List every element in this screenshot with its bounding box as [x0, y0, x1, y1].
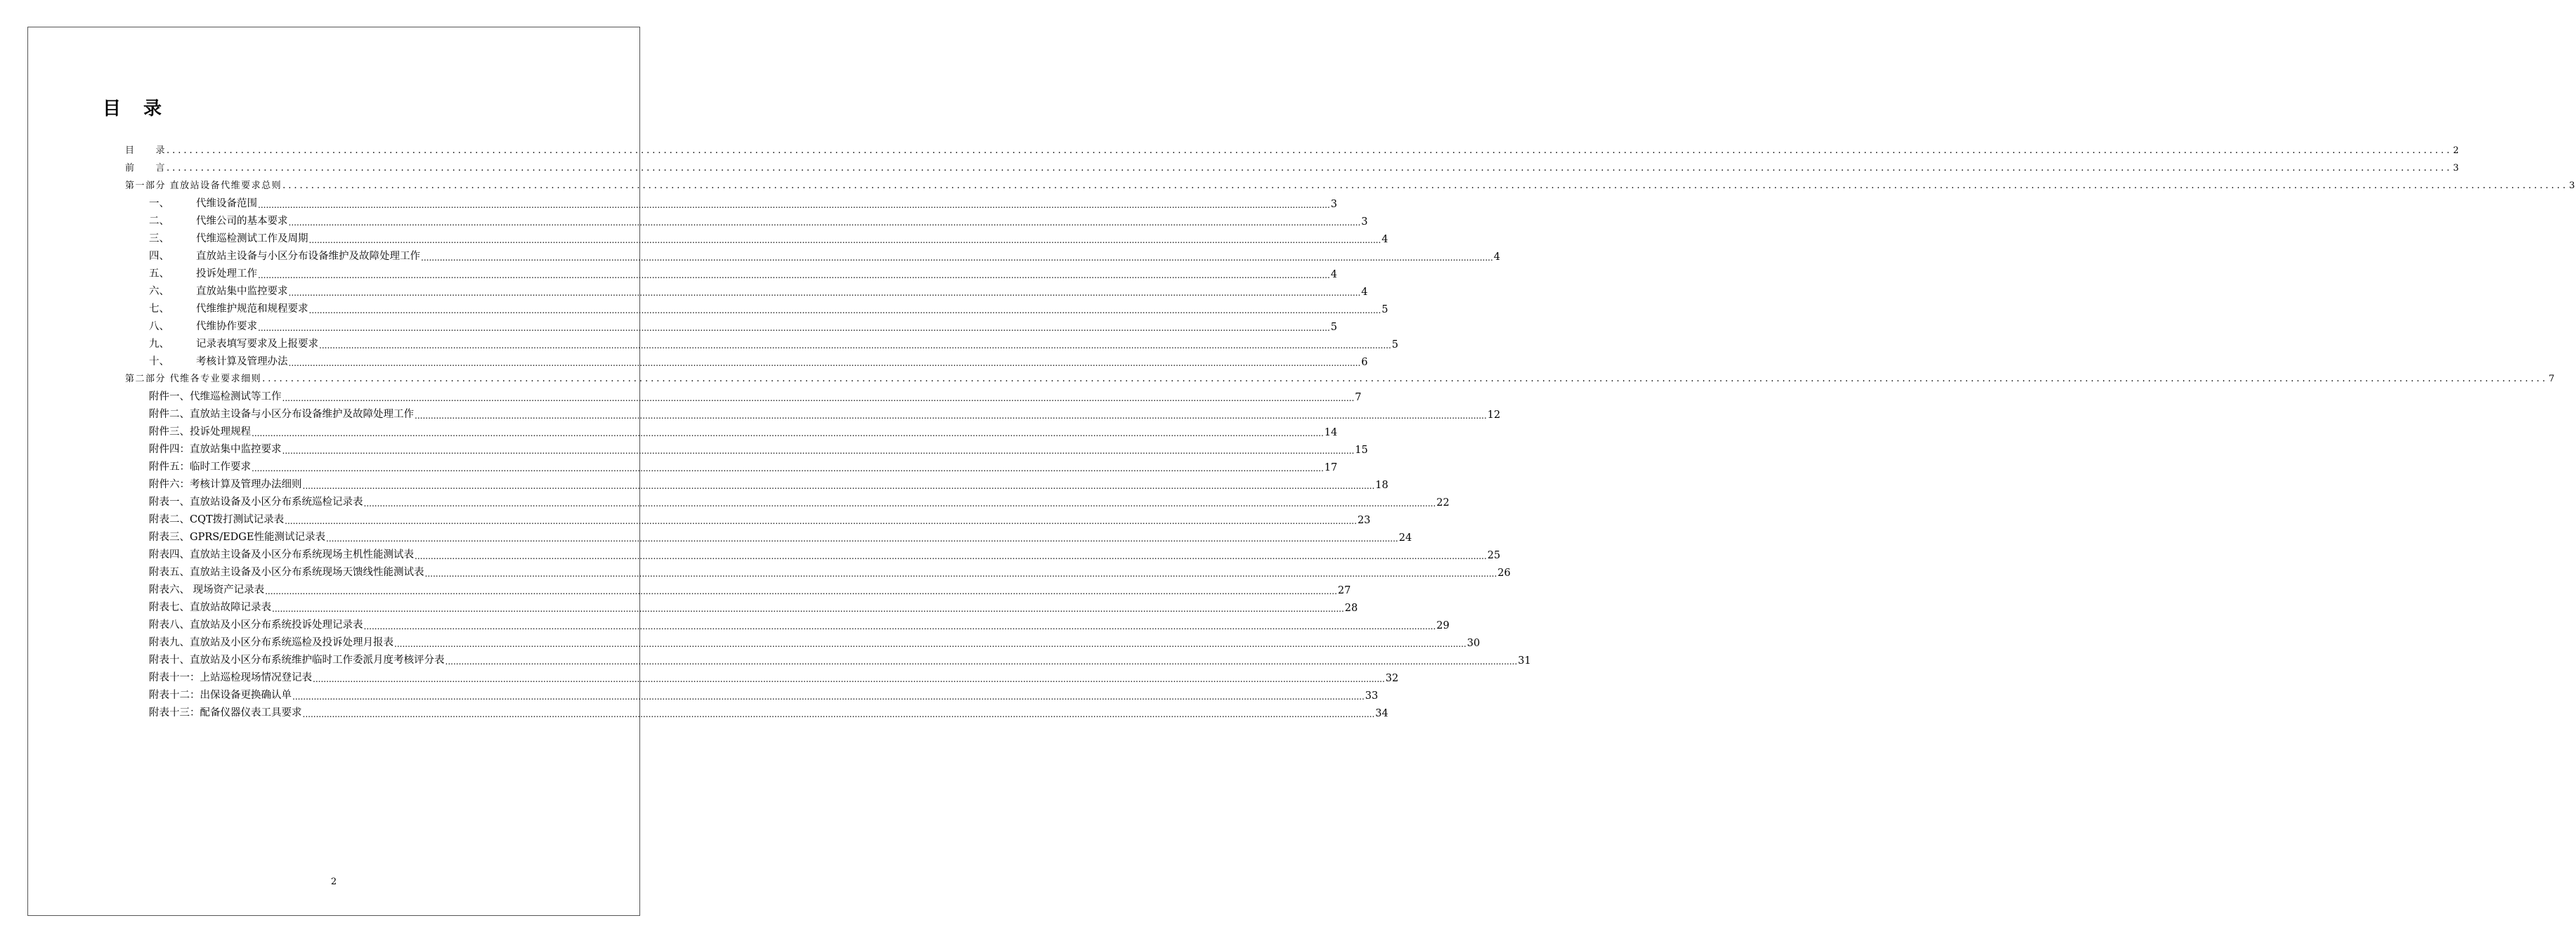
toc-entry-text: 附件五：临时工作要求 [149, 461, 251, 473]
toc-entry[interactable] [125, 178, 2576, 191]
toc-entry-label [149, 582, 264, 596]
toc-entry[interactable] [125, 143, 2460, 156]
toc-entry-text: 前 言 [125, 163, 167, 173]
toc-leader-dots: ................................................................................................................................................................................................................................................................................................................................................................................................................ [282, 181, 2569, 191]
toc-entry-text: 附件一、代维巡检测试等工作 [149, 391, 282, 402]
toc-entry[interactable] [125, 371, 2556, 384]
toc-entry-label [149, 529, 325, 544]
toc-entry-number: 七、 [149, 303, 169, 315]
toc-entry-number: 九、 [149, 339, 169, 350]
toc-entry-page: 4 [1493, 251, 1501, 263]
toc-entry-page: 5 [1330, 322, 1338, 333]
toc-entry-page: 6 [1361, 357, 1368, 368]
toc-leader-dots: ................................................................................................................................................................................................................................................................................................................................................................................................................ [288, 218, 1361, 228]
toc-entry[interactable] [149, 336, 1399, 350]
toc-entry[interactable] [149, 195, 1338, 210]
toc-leader-dots: ................................................................................................................................................................................................................................................................................................................................................................................................................ [308, 306, 1381, 315]
page-number: 2 [330, 877, 337, 887]
toc-entry-label [149, 301, 308, 315]
toc-entry[interactable] [149, 230, 1388, 245]
toc-entry-page: 27 [1337, 585, 1351, 596]
toc-leader-dots: ................................................................................................................................................................................................................................................................................................................................................................................................................ [363, 499, 1436, 509]
toc-entry-text: 附表七、直放站故障记录表 [149, 602, 271, 613]
toc-entry-text: 直放站集中监控要求 [196, 286, 288, 297]
toc-entry-label [149, 230, 308, 245]
toc-entry-page: 14 [1324, 427, 1338, 438]
toc-entry-number: 六、 [149, 286, 169, 297]
toc-leader-dots: ................................................................................................................................................................................................................................................................................................................................................................................................................ [265, 586, 1337, 596]
toc-entry[interactable] [149, 318, 1338, 333]
toc-entry[interactable] [149, 494, 1450, 509]
toc-entry-page: 24 [1398, 532, 1412, 544]
toc-leader-dots: ................................................................................................................................................................................................................................................................................................................................................................................................................ [394, 639, 1466, 649]
toc-entry-text: 投诉处理工作 [196, 268, 257, 280]
toc-entry-page: 3 [1361, 216, 1368, 228]
toc-entry-text: 记录表填写要求及上报要求 [196, 339, 318, 350]
toc-leader-dots: ................................................................................................................................................................................................................................................................................................................................................................................................................ [302, 709, 1375, 719]
toc-entry-label [125, 160, 166, 173]
toc-entry[interactable] [149, 301, 1388, 315]
toc-entry-page: 34 [1375, 708, 1388, 719]
toc-entry[interactable] [149, 687, 1379, 702]
toc-entry-label [149, 494, 363, 509]
toc-entry-page: 17 [1324, 462, 1338, 473]
toc-entry-label [149, 424, 251, 438]
toc-entry-label [149, 476, 302, 491]
toc-entry-page: 23 [1357, 515, 1371, 526]
toc-entry-text: 附表八、直放站及小区分布系统投诉处理记录表 [149, 620, 363, 631]
toc-entry[interactable] [149, 564, 1511, 579]
toc-entry-number: 八、 [149, 321, 169, 332]
toc-leader-dots: ................................................................................................................................................................................................................................................................................................................................................................................................................ [285, 516, 1357, 526]
toc-leader-dots: ................................................................................................................................................................................................................................................................................................................................................................................................................ [424, 569, 1497, 579]
toc-entry-text: 附表十二：出保设备更换确认单 [149, 690, 292, 701]
toc-entry-text: 代维公司的基本要求 [196, 216, 288, 227]
toc-leader-dots: ................................................................................................................................................................................................................................................................................................................................................................................................................ [415, 411, 1487, 421]
toc-entry-text: 目 录 [125, 145, 167, 156]
toc-leader-dots: ................................................................................................................................................................................................................................................................................................................................................................................................................ [282, 393, 1355, 403]
title-part-2: 录 [143, 98, 162, 119]
toc-entry-text: 代维设备范围 [196, 198, 257, 209]
toc-entry-page: 28 [1344, 603, 1358, 614]
toc-entry-page: 3 [2452, 163, 2460, 173]
toc-entry-label [149, 388, 282, 403]
toc-entry-page: 5 [1381, 304, 1388, 315]
toc-entry-label [149, 546, 414, 561]
toc-entry-label [149, 704, 302, 719]
toc-leader-dots: ................................................................................................................................................................................................................................................................................................................................................................................................................ [167, 163, 2452, 173]
toc-entry[interactable] [149, 353, 1368, 368]
toc-leader-dots: ................................................................................................................................................................................................................................................................................................................................................................................................................ [258, 323, 1330, 333]
toc-entry-page: 29 [1436, 620, 1450, 631]
toc-entry-page: 33 [1365, 690, 1379, 702]
toc-leader-dots: ................................................................................................................................................................................................................................................................................................................................................................................................................ [262, 374, 2549, 384]
toc-entry-page: 3 [1330, 199, 1338, 210]
toc-entry[interactable] [149, 546, 1501, 561]
toc-entry-text: 附表六、 现场资产记录表 [149, 584, 265, 596]
toc-entry-text: 第二部分 代维各专业要求细则 [125, 374, 262, 384]
toc-entry-label [149, 687, 292, 702]
toc-entry-label [149, 248, 420, 263]
toc-entry-text: 附表五、直放站主设备及小区分布系统现场天馈线性能测试表 [149, 567, 424, 578]
toc-entry-text: 附表十一：上站巡检现场情况登记表 [149, 672, 312, 683]
toc-entry-text: 附件四：直放站集中监控要求 [149, 444, 282, 455]
toc-entry[interactable] [149, 704, 1388, 719]
title-part-1: 目 [103, 98, 122, 119]
toc-leader-dots: ................................................................................................................................................................................................................................................................................................................................................................................................................ [292, 692, 1365, 702]
toc-entry-label [149, 213, 288, 228]
toc-entry-page: 31 [1518, 655, 1531, 667]
toc-entry-page: 18 [1375, 480, 1388, 491]
toc-entry-page: 32 [1385, 673, 1399, 684]
toc-leader-dots: ................................................................................................................................................................................................................................................................................................................................................................................................................ [421, 253, 1493, 263]
toc-entry-text: 附表十、直放站及小区分布系统维护临时工作委派月度考核评分表 [149, 655, 445, 666]
toc-entry[interactable] [149, 582, 1351, 596]
toc-leader-dots: ................................................................................................................................................................................................................................................................................................................................................................................................................ [252, 464, 1324, 473]
toc-entry-label [125, 143, 166, 156]
toc-leader-dots: ................................................................................................................................................................................................................................................................................................................................................................................................................ [288, 288, 1361, 298]
page-title [103, 94, 162, 120]
toc-entry[interactable] [149, 406, 1501, 421]
toc-entry[interactable] [149, 266, 1338, 280]
toc-entry-label [149, 564, 424, 579]
toc-entry[interactable] [149, 634, 1481, 649]
toc-entry-text: 代维协作要求 [196, 321, 257, 332]
toc-entry-label [149, 459, 251, 473]
toc-leader-dots: ................................................................................................................................................................................................................................................................................................................................................................................................................ [272, 604, 1344, 614]
toc-entry-text: 附表十三：配备仪器仪表工具要求 [149, 707, 302, 719]
toc-entry[interactable] [149, 248, 1501, 263]
toc-entry-number: 三、 [149, 233, 169, 244]
toc-leader-dots: ................................................................................................................................................................................................................................................................................................................................................................................................................ [363, 622, 1436, 631]
toc-entry[interactable] [149, 652, 1531, 667]
toc-leader-dots: ................................................................................................................................................................................................................................................................................................................................................................................................................ [302, 481, 1375, 491]
toc-entry-page: 15 [1355, 445, 1368, 456]
toc-entry-label [149, 336, 318, 350]
toc-entry-number: 二、 [149, 216, 169, 227]
toc-entry[interactable] [149, 599, 1358, 614]
toc-entry-label [149, 441, 282, 456]
toc-entry-text: 附表二、CQT拨打测试记录表 [149, 514, 285, 525]
toc-entry[interactable] [125, 160, 2460, 173]
toc-entry-label [149, 195, 257, 210]
toc-leader-dots: ................................................................................................................................................................................................................................................................................................................................................................................................................ [308, 235, 1381, 245]
toc-entry-label [149, 318, 257, 333]
toc-entry-label [149, 406, 414, 421]
toc-entry-label [149, 599, 271, 614]
toc-entry-page: 7 [2549, 374, 2556, 384]
toc-leader-dots: ................................................................................................................................................................................................................................................................................................................................................................................................................ [415, 551, 1487, 561]
toc-entry[interactable] [149, 424, 1338, 438]
toc-entry-text: 代维巡检测试工作及周期 [196, 233, 308, 244]
toc-entry-label [149, 669, 312, 684]
toc-entry-label [125, 371, 261, 384]
toc-entry-label [149, 511, 284, 526]
toc-entry-page: 4 [1381, 234, 1388, 245]
toc-entry-number: 一、 [149, 198, 169, 209]
toc-entry[interactable] [149, 476, 1388, 491]
toc-leader-dots: ................................................................................................................................................................................................................................................................................................................................................................................................................ [282, 446, 1355, 456]
toc-entry-page: 4 [1330, 269, 1338, 280]
toc-entry-number: 五、 [149, 268, 169, 280]
toc-entry-label [149, 266, 257, 280]
toc-entry-label [149, 283, 288, 298]
toc-entry-label [149, 617, 363, 631]
toc-entry[interactable] [149, 283, 1368, 298]
toc-entry-page: 26 [1497, 568, 1511, 579]
toc-entry-text: 附件二、直放站主设备与小区分布设备维护及故障处理工作 [149, 409, 414, 420]
toc-entry-text: 附表三、GPRS/EDGE性能测试记录表 [149, 532, 325, 543]
toc-entry-text: 考核计算及管理办法 [196, 356, 288, 367]
toc-entry-text: 附件六：考核计算及管理办法细则 [149, 479, 302, 490]
toc-entry[interactable] [149, 388, 1362, 403]
toc-entry-page: 30 [1466, 638, 1481, 649]
toc-entry-page: 4 [1361, 287, 1368, 298]
toc-leader-dots: ................................................................................................................................................................................................................................................................................................................................................................................................................ [258, 270, 1330, 280]
toc-entry[interactable] [149, 617, 1450, 631]
toc-entry-text: 第一部分 直放站设备代维要求总则 [125, 181, 282, 191]
toc-entry[interactable] [149, 459, 1338, 473]
toc-leader-dots: ................................................................................................................................................................................................................................................................................................................................................................................................................ [313, 674, 1385, 684]
toc-leader-dots: ................................................................................................................................................................................................................................................................................................................................................................................................................ [288, 358, 1361, 368]
toc-entry-page: 5 [1391, 339, 1399, 350]
toc-entry[interactable] [149, 441, 1368, 456]
toc-entry-text: 附表四、直放站主设备及小区分布系统现场主机性能测试表 [149, 549, 414, 560]
toc-leader-dots: ................................................................................................................................................................................................................................................................................................................................................................................................................ [258, 200, 1330, 210]
toc-entry-page: 12 [1487, 409, 1501, 421]
toc-entry[interactable] [149, 529, 1412, 544]
toc-entry-label [149, 634, 393, 649]
toc-entry[interactable] [149, 213, 1368, 228]
toc-entry-page: 2 [2452, 145, 2460, 156]
toc-leader-dots: ................................................................................................................................................................................................................................................................................................................................................................................................................ [252, 428, 1324, 438]
toc-entry-number: 四、 [149, 251, 169, 262]
toc-entry-page: 7 [1355, 392, 1362, 403]
toc-entry-label [149, 652, 445, 667]
toc-entry-text: 附表九、直放站及小区分布系统巡检及投诉处理月报表 [149, 637, 393, 648]
toc-entry-text: 附表一、直放站设备及小区分布系统巡检记录表 [149, 497, 363, 508]
toc-entry-page: 25 [1487, 550, 1501, 561]
toc-entry-text: 代维维护规范和规程要求 [196, 303, 308, 315]
toc-leader-dots: ................................................................................................................................................................................................................................................................................................................................................................................................................ [325, 534, 1398, 544]
toc-leader-dots: ................................................................................................................................................................................................................................................................................................................................................................................................................ [445, 657, 1518, 667]
toc-entry-label [125, 178, 282, 191]
toc-leader-dots: ................................................................................................................................................................................................................................................................................................................................................................................................................ [167, 145, 2452, 156]
toc-entry[interactable] [149, 669, 1399, 684]
toc-entry-text: 直放站主设备与小区分布设备维护及故障处理工作 [196, 251, 420, 262]
toc-entry[interactable] [149, 511, 1371, 526]
toc-leader-dots: ................................................................................................................................................................................................................................................................................................................................................................................................................ [319, 341, 1391, 350]
toc-entry-page: 3 [2569, 181, 2576, 191]
toc-entry-page: 22 [1436, 497, 1450, 509]
toc-entry-label [149, 353, 288, 368]
toc-entry-number: 十、 [149, 356, 169, 367]
toc-entry-text: 附件三、投诉处理规程 [149, 426, 251, 438]
